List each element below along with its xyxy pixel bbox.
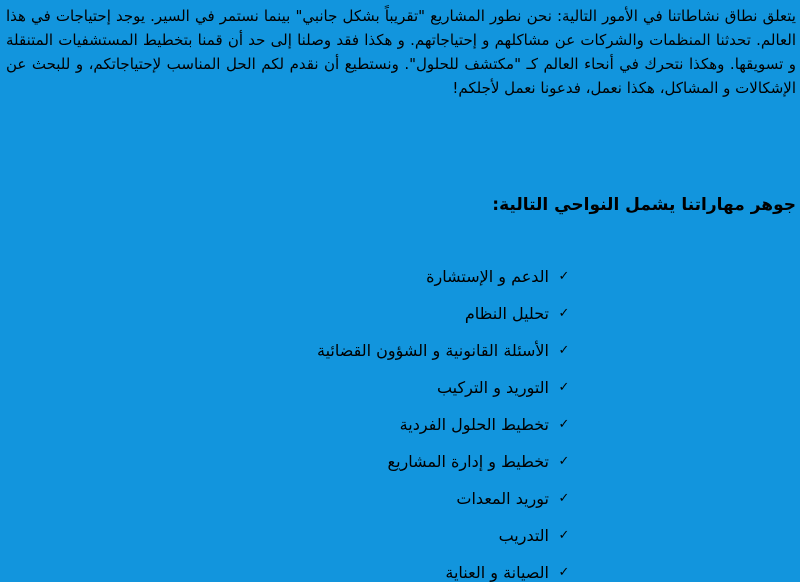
list-item: [317, 258, 571, 295]
list-item: [317, 332, 571, 369]
skills-heading: جوهر مهاراتنا يشمل النواحي التالية:: [492, 195, 796, 215]
skill-label: توريد المعدات: [456, 488, 549, 508]
list-item: [317, 369, 571, 406]
check-mark-icon: ✓: [558, 564, 570, 580]
list-item: [317, 517, 571, 554]
check-mark-icon: ✓: [558, 527, 570, 543]
skill-label: الصيانة و العناية: [445, 562, 549, 582]
list-item: [317, 406, 571, 443]
skill-label: تخطيط الحلول الفردية: [399, 414, 549, 434]
skill-label: الدعم و الإستشارة: [426, 266, 549, 286]
list-item: [317, 554, 571, 582]
list-item: [317, 295, 571, 332]
check-mark-icon: ✓: [558, 268, 570, 284]
list-item: [317, 480, 571, 517]
skill-label: التدريب: [498, 525, 549, 545]
list-item: [317, 443, 571, 480]
check-mark-icon: ✓: [558, 379, 570, 395]
skill-label: تخطيط و إدارة المشاريع: [387, 451, 549, 471]
intro-paragraph: يتعلق نطاق نشاطاتنا في الأمور التالية: نحن نطور المشاريع "تقريباً بشكل جانبي" بينما نستمر في السير. يوجد إحتياجات في هذا العالم. تحدثنا المنظمات والشركات عن مشاكلهم و إحتياجاتهم. و هكذا فقد وصلنا إلى حد أن قمنا بتخطيط المستشفيات المتنقلة و تسويقها. وهكذا نتحرك في أنحاء العالم كـ "مكتشف للحلول". ونستطيع أن نقدم لكم الحل المناسب لإحتياجاتكم، و للبحث عن الإشكالات و المشاكل، هكذا نعمل، فدعونا نعمل لأجلكم!: [6, 7, 796, 97]
check-mark-icon: ✓: [558, 416, 570, 432]
check-mark-icon: ✓: [558, 453, 570, 469]
skills-list: [317, 258, 571, 582]
skill-label: الأسئلة القانونية و الشؤون القضائية: [317, 340, 549, 360]
check-mark-icon: ✓: [558, 490, 570, 506]
check-mark-icon: ✓: [558, 305, 570, 321]
skill-label: التوريد و التركيب: [436, 377, 549, 397]
check-mark-icon: ✓: [558, 342, 570, 358]
skill-label: تحليل النظام: [464, 303, 549, 323]
